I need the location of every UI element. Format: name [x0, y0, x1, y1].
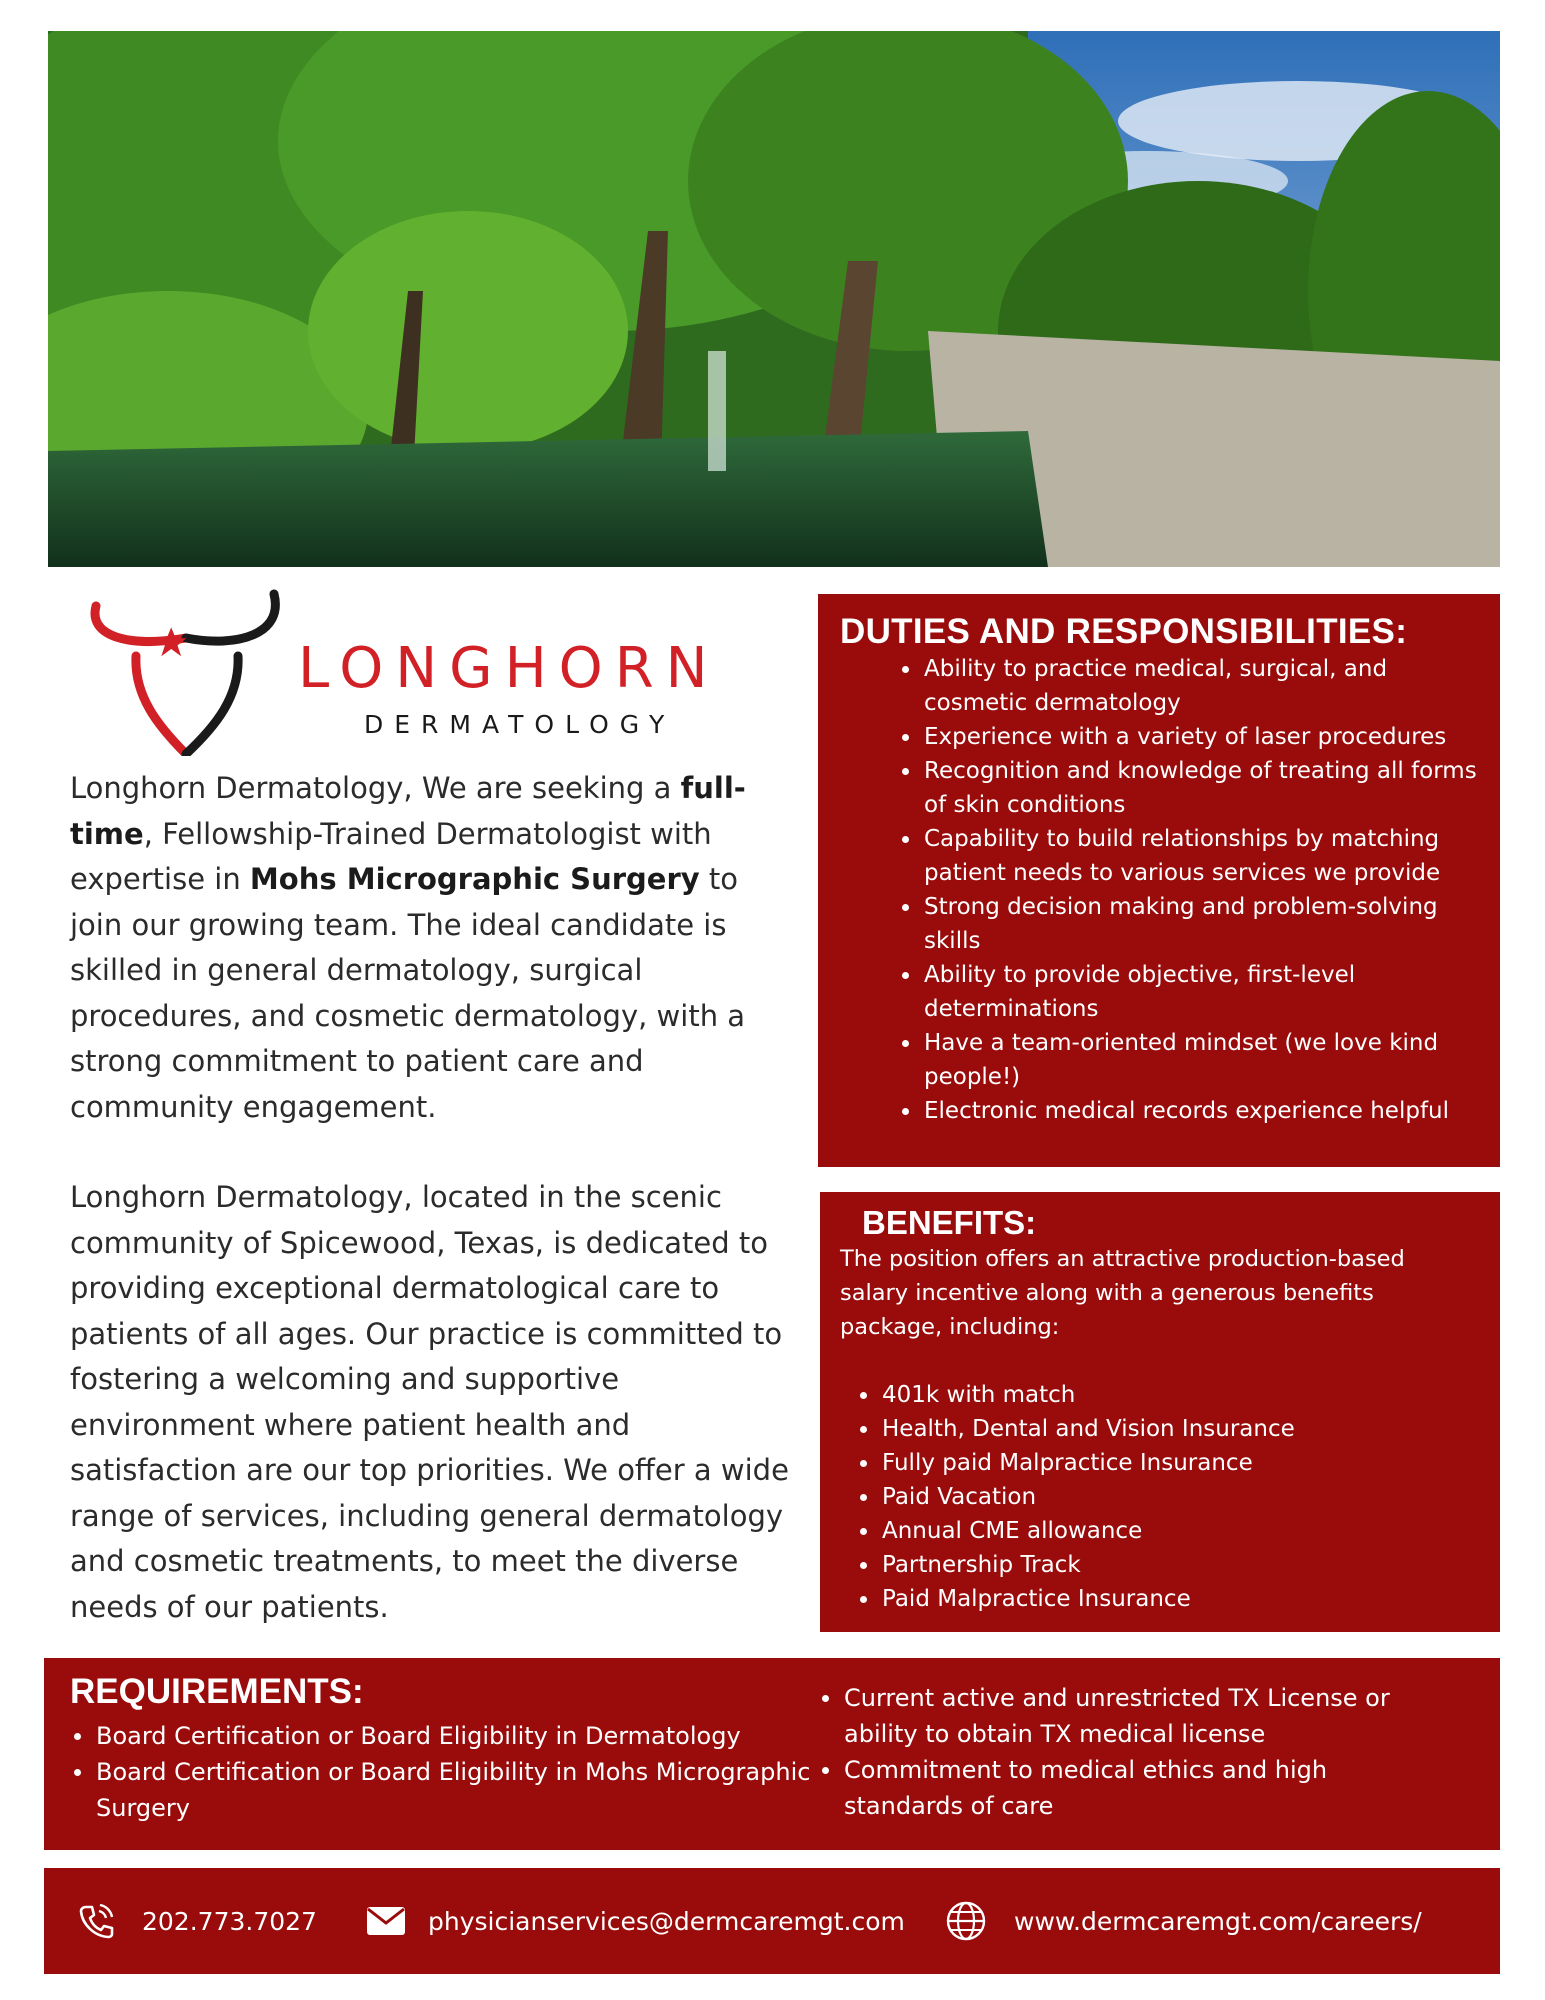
intro-bold-mohs: Mohs Micrographic Surgery — [249, 862, 700, 896]
list-item: Paid Malpractice Insurance — [882, 1582, 1480, 1616]
list-item: Paid Vacation — [882, 1480, 1480, 1514]
duties-list — [924, 652, 1480, 1128]
intro-bold-fulltime: full-time — [70, 771, 746, 851]
list-item: Partnership Track — [882, 1548, 1480, 1582]
intro-paragraph-1 — [70, 766, 790, 1130]
requirements-list-left — [96, 1718, 836, 1826]
longhorn-bull-icon — [88, 576, 298, 756]
contact-website[interactable] — [944, 1868, 1422, 1974]
benefits-panel — [820, 1192, 1500, 1632]
list-item: Recognition and knowledge of treating all forms of skin conditions — [924, 754, 1480, 822]
globe-icon — [944, 1899, 988, 1943]
intro-text-segment: , Fellowship-Trained Dermatologist with expertise in — [70, 816, 712, 896]
logo-wordmark: LONGHORN — [298, 636, 720, 701]
benefits-list — [882, 1378, 1480, 1616]
list-item: Board Certification or Board Eligibility in Mohs Micrographic Surgery — [96, 1754, 836, 1826]
duties-title: DUTIES AND RESPONSIBILITIES: — [840, 612, 1408, 651]
mail-icon — [366, 1906, 406, 1936]
list-item: 401k with match — [882, 1378, 1480, 1412]
list-item: Have a team-oriented mindset (we love kind people!) — [924, 1026, 1480, 1094]
list-item: Ability to practice medical, surgical, and cosmetic dermatology — [924, 652, 1480, 720]
list-item: Annual CME allowance — [882, 1514, 1480, 1548]
requirements-list-right — [844, 1680, 1444, 1824]
duties-panel — [818, 594, 1500, 1167]
intro-text — [70, 766, 790, 1630]
list-item: Health, Dental and Vision Insurance — [882, 1412, 1480, 1446]
list-item: Board Certification or Board Eligibility in Dermatology — [96, 1718, 836, 1754]
contact-email[interactable] — [366, 1868, 905, 1974]
list-item: Ability to provide objective, first-level determinations — [924, 958, 1480, 1026]
phone-icon — [74, 1899, 118, 1943]
intro-paragraph-2: Longhorn Dermatology, located in the scenic community of Spicewood, Texas, is dedicated to providing exceptional dermatological care to patients of all ages. Our practice is committed to fostering a welcoming and supportive environment where patient health and satisfaction are our top priorities. We offer a wide range of services, including general dermatology and cosmetic treatments, to meet the diverse needs of our patients. — [70, 1180, 789, 1624]
hero-landscape-image — [48, 31, 1500, 567]
contact-email-text: physicianservices@dermcaremgt.com — [428, 1906, 905, 1936]
logo-subtitle: DERMATOLOGY — [364, 710, 676, 739]
list-item: Strong decision making and problem-solving skills — [924, 890, 1480, 958]
intro-text-segment: Longhorn Dermatology, We are seeking a — [70, 771, 681, 805]
benefits-title: BENEFITS: — [862, 1204, 1037, 1241]
requirements-panel — [44, 1658, 1500, 1850]
contact-bar — [44, 1868, 1500, 1974]
intro-text-segment: to join our growing team. The ideal candidate is skilled in general dermatology, surgical procedures, and cosmetic dermatology, with a strong commitment to patient care and community engagement. — [70, 862, 746, 1124]
contact-phone-text: 202.773.7027 — [142, 1906, 317, 1936]
list-item: Capability to build relationships by matching patient needs to various services we provide — [924, 822, 1480, 890]
longhorn-logo — [88, 576, 768, 766]
list-item: Experience with a variety of laser procedures — [924, 720, 1480, 754]
list-item: Current active and unrestricted TX License or ability to obtain TX medical license — [844, 1680, 1444, 1752]
requirements-title: REQUIREMENTS: — [70, 1672, 364, 1711]
list-item: Commitment to medical ethics and high standards of care — [844, 1752, 1444, 1824]
contact-phone[interactable] — [74, 1868, 317, 1974]
list-item: Electronic medical records experience helpful — [924, 1094, 1480, 1128]
list-item: Fully paid Malpractice Insurance — [882, 1446, 1480, 1480]
contact-website-text: www.dermcaremgt.com/careers/ — [1014, 1906, 1422, 1936]
benefits-lead: The position offers an attractive production-based salary incentive along with a generous benefits package, including: — [840, 1246, 1405, 1340]
